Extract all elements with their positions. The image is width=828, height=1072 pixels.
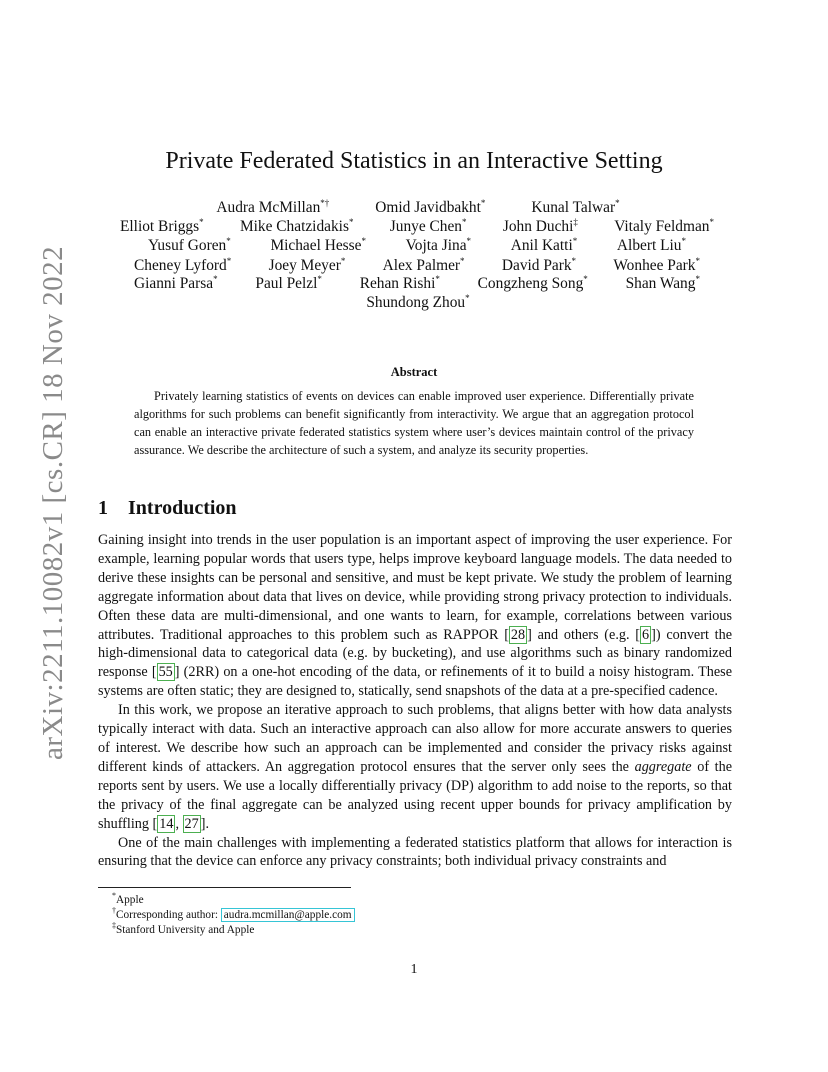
page-number: 1 (410, 962, 418, 977)
author: Junye Chen* (389, 216, 467, 235)
citation-link[interactable]: 27 (184, 815, 199, 832)
footnotes (112, 893, 355, 938)
author: John Duchi‡ (502, 216, 578, 235)
author: Gianni Parsa* (134, 273, 218, 292)
abstract-heading: Abstract (390, 365, 438, 379)
author-line-1 (110, 199, 726, 217)
author: Kunal Talwar* (531, 197, 620, 216)
author: Shan Wang* (625, 273, 700, 292)
footnote-3: ‡Stanford University and Apple (112, 921, 255, 936)
author: Paul Pelzl* (255, 273, 322, 292)
citation-link[interactable]: 28 (510, 626, 526, 643)
author: David Park* (501, 255, 577, 274)
paragraph-2: In this work, we propose an iterative approach to such problems, that aligns better with how data analysts typically interact with data. Such an interactive approach can also allow for more accurate answers to queries of interest. We describe how such an approach can be implemented and consider the privacy risks against different kinds of attackers. An aggregation protocol ensures that the server only sees the aggregate of the reports sent by users. We use a locally differentially privacy (DP) algorithm to add noise to the reports, so that the privacy of the final aggregate can be analyzed using recent upper bounds for privacy amplification by shuffling [ 14 , 27 ]. (98, 702, 733, 832)
footnote-rule (98, 887, 351, 888)
author: Anil Katti* (510, 235, 578, 254)
footnote-2: †Corresponding author: audra.mcmillan@apple.com (112, 908, 355, 923)
email-link[interactable]: audra.mcmillan@apple.com (221, 908, 355, 922)
abstract-text: Privately learning statistics of events on devices can enable improved user experience. Differentially private algorithms for such problems can benefit significantly from interactivity. We argue that an aggregation protocol can enable an interactive private federated statistics system where user’s devices maintain control of the privacy assurance. We describe the architecture of such a system, and analyze its security properties. (134, 389, 694, 457)
author-line-4 (134, 257, 700, 275)
author: Yusuf Goren* (148, 235, 231, 254)
author-line-3 (148, 237, 686, 255)
author-line-2 (120, 218, 714, 236)
author: Rehan Rishi* (359, 273, 440, 292)
author: Omid Javidbakht* (375, 197, 486, 216)
citation-link[interactable]: 14 (159, 815, 174, 832)
author: Cheney Lyford* (134, 255, 232, 274)
author: Wonhee Park* (613, 255, 700, 274)
author: Shundong Zhou* (366, 292, 470, 311)
paragraph-3: One of the main challenges with implementing a federated statistics platform that allows for interaction is ensuring that the device can enforce any privacy constraints; both individual privacy constraints and (98, 834, 732, 870)
author-line-6 (110, 294, 726, 312)
author: Albert Liu* (616, 235, 686, 254)
author: Vojta Jina* (405, 235, 472, 254)
citation-link[interactable]: 6 (642, 626, 650, 643)
footnote-1: *Apple (112, 891, 144, 906)
author: Alex Palmer* (382, 255, 465, 274)
body-text (98, 531, 732, 871)
author: Audra McMillan*† (216, 197, 330, 216)
section-heading (98, 497, 237, 520)
citation-link[interactable]: 55 (158, 664, 173, 681)
author: Congzheng Song* (477, 273, 588, 292)
section-title: Introduction (128, 497, 237, 519)
paper-title: Private Federated Statistics in an Interactive Setting (165, 148, 663, 174)
author: Michael Hesse* (270, 235, 366, 254)
author: Joey Meyer* (268, 255, 346, 274)
paragraph-1: Gaining insight into trends in the user population is an important aspect of improving the user experience. For example, learning popular words that users type, helps improve keyboard language models. The data needed to derive these insights can be personal and sensitive, and must be kept private. We study the problem of learning aggregate information about data that lives on device, while providing strong privacy protection to individuals. Often these data are multi-dimensional, and one wants to learn, for example, correlations between various attributes. Traditional approaches to this problem such as RAPPOR [ 28 ] and others (e.g. [ 6 ]) convert the high-dimensional data to categorical data (e.g. by bucketing), and use algorithms such as binary randomized response [ 55 ] (2RR) on a one-hot encoding of the data, or refinements of it to build a noisy histogram. These systems are often static; they are designed to, statically, send snapshots of the data at a pre-specified cadence. (98, 532, 732, 700)
author: Mike Chatzidakis* (239, 216, 354, 235)
arxiv-sidebar (16, 245, 69, 760)
abstract-body (134, 387, 694, 459)
author: Vitaly Feldman* (614, 216, 714, 235)
author: Elliot Briggs* (120, 216, 204, 235)
author-line-5 (134, 275, 700, 293)
arxiv-identifier: arXiv:2211.10082v1 [cs.CR] 18 Nov 2022 (37, 245, 69, 760)
section-number: 1 (98, 497, 108, 519)
